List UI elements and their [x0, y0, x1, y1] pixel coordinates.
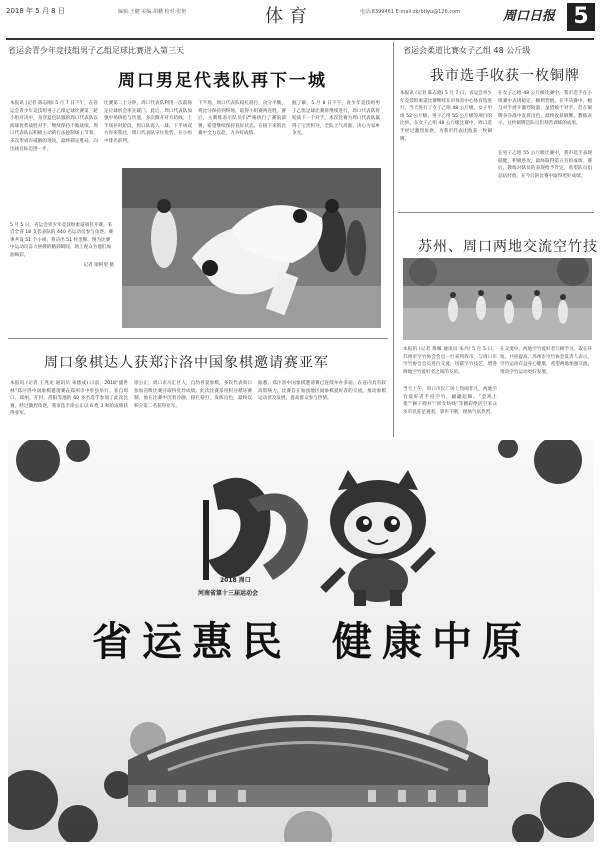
masthead-rule — [6, 38, 594, 40]
games-logo-caption: 河南省第十三届运动会 — [198, 590, 259, 597]
article1-col4: 据了解，5 月 8 日下午，青少年竞技组男子乙组足球比赛将继续进行，周口代表队将迎战下一个对手。本次比赛为周口代表队赢得了宝贵积分，全队士气高涨，决心为家乡争光。 — [292, 101, 380, 137]
article2-rule — [398, 212, 594, 213]
article3-col1: 本报讯 (记者 黄佩 通讯员 朱丹) 5 月 5 日，苏州市空竹协会会员一行来到我市，与周口市空竹协会会员进行交流，切磋空竹技艺，增进两地空竹爱好者之间的友谊。 — [403, 347, 497, 375]
section-title: 体育 — [265, 6, 313, 27]
slogan-right: 健康中原 — [332, 618, 532, 665]
article2-col2: 在女子乙组 48 公斤级比赛中，我市选手在小组赛中表现稳定，顺利晋级。在半决赛中，她与对手展开激烈较量，虽惜败于对手，但在铜牌争夺战中发挥出色，最终收获铜牌。教练表示，这枚铜牌是队员们刻苦训练的成果。 — [498, 91, 592, 127]
masthead — [0, 0, 600, 38]
article4-col2: 徐公正，周口市川汇区人，自幼喜爱象棋，多次代表周口参加省级比赛并取得优异成绩。此次比赛采用积分循环赛制，他在比赛中沉着冷静，稳扎稳打，发挥出色，最终以积分第二名获得亚军。 — [134, 381, 252, 409]
games-advertisement — [8, 440, 594, 842]
newspaper-name: 周口日报 — [503, 9, 556, 24]
contact-line: 电话:8399461 E-mail:zkrbtiyu@126.com — [360, 9, 460, 15]
photo-credit: 记者 梁阿望 摄 — [83, 263, 114, 269]
photo-caption — [10, 222, 114, 269]
article4-col3: 据悉，郑汴洛中国象棋邀请赛已连续举办多届，在省内具有较高影响力。比赛旨在加强地区间象棋爱好者的交流，推动象棋运动普及发展，提高群众参与热情。 — [258, 381, 386, 402]
games-logo-year: 2018 周口 — [220, 577, 251, 584]
article1-col2: 比赛第二十分钟，周口代表队利用一次前场定位球机会率先破门。此后，周口代表队加强中场拼抢与传递，多次撕开对方防线。上半场补时阶段，周口队再入一球。下半场双方你来我往，周口代表队守住优势，在小组中排名前列。 — [104, 101, 192, 144]
page-number: 5 — [567, 3, 595, 31]
article4-headline: 周口象棋达人获郑汴洛中国象棋邀请赛亚军 — [44, 355, 329, 371]
article3-col2: 当天上午，周口市民广场上热闹非凡，两地空竹爱好者手持空竹，翩翩起舞。“金鸡上架”“猴子爬杆”“织女纺线”等精彩绝活引来众多市民驻足观看，掌声不断，现场气氛热烈。 — [403, 387, 497, 415]
article1-headline: 周口男足代表队再下一城 — [118, 71, 327, 91]
issue-date: 2018 年 5 月 8 日 — [6, 7, 65, 15]
editor-line: 编辑:王健 美编:胡鹏 校对:张艳 — [118, 9, 187, 15]
judo-photo — [122, 168, 381, 328]
article3-col3: 在交流中，两地空竹爱好者互相学习，取长补短，共同提高。苏州市空竹协会负责人表示，空竹运动有益身心健康，希望两地加强交流，推动空竹运动更好发展。 — [500, 347, 592, 375]
article2-col3: 在男子乙组 55 公斤级比赛中，我市选手表现稳健，积极进攻，最终取得第五名的成绩。赛后，教练对队员的表现给予肯定，希望队员们总结经验，在今后的比赛中取得更好成绩。 — [498, 151, 592, 179]
article2-col1: 本报讯 (记者 陈志刚) 5 月 7 日，省运会青少年竞技组柔道比赛继续在市体育中心体育馆进行，当天进行了女子乙组 48 公斤级、女子甲组 52 公斤级、男子乙组 55 公斤级等项目的比拼。在女子乙组 48 公斤级比赛中，周口选手经过激烈角逐，为我市代表团收获一枚铜牌。 — [400, 91, 492, 142]
slogan-left: 省运惠民 — [92, 618, 292, 665]
article1-rule — [8, 338, 388, 339]
article1-col3: 下半场，周口代表队稳扎稳打，攻守平衡，将比分保持到终场，取得小组赛两连胜。赛后，主教练表示队员们严格执行了赛前部署，希望继续保持良好状态，在接下来的比赛中全力以赴，力争好成绩。 — [198, 101, 286, 137]
article1-col1: 本报讯 (记者 陈志刚) 5 月 7 日下午，在省运会青少年竞技组男子乙组足球比赛第三轮小组对决中，身穿蓝色队服的周口代表队以两球优势战胜对手，继续保持不败战绩。周口代表队以积极主动的打法控制场上节奏，多次形成有威胁的进攻，最终锁定胜局，向出线目标迈进一步。 — [10, 101, 98, 152]
article2-headline: 我市选手收获一枚铜牌 — [430, 68, 580, 84]
photo-caption-text: 5 月 5 日，省运会青少年竞技组柔道项目开赛。来自全省 18 支代表队的 440 名运动员参与角逐。赛事共设 51 个小项，将决出 51 枚金牌。图为比赛中运动员奋力拼搏的精彩瞬间，场上观众为他们加油喝彩。 — [10, 223, 114, 258]
kongzhu-photo-image — [403, 258, 592, 340]
kongzhu-photo — [403, 258, 592, 340]
judo-photo-image — [122, 168, 381, 328]
article1-kicker: 省运会青少年竞技组男子乙组足球比赛进入第三天 — [8, 46, 184, 55]
article4-col1: 本报讯 (记者 王兆龙 通讯员 朱德成) 日前，2018“盛世林”郑汴洛中国象棋邀请赛在郑州市中牟县举行。来自周口、郑州、开封、洛阳等地的 60 多名选手参加了此次比赛。经过激烈角逐，我市选手徐公正以 6 胜 3 和的成绩获得亚军。 — [10, 381, 128, 417]
article2-kicker: 省运会柔道比赛女子乙组 48 公斤级 — [403, 46, 531, 55]
column-divider — [393, 42, 394, 437]
article3-headline: 苏州、周口两地交流空竹技 — [418, 239, 598, 255]
